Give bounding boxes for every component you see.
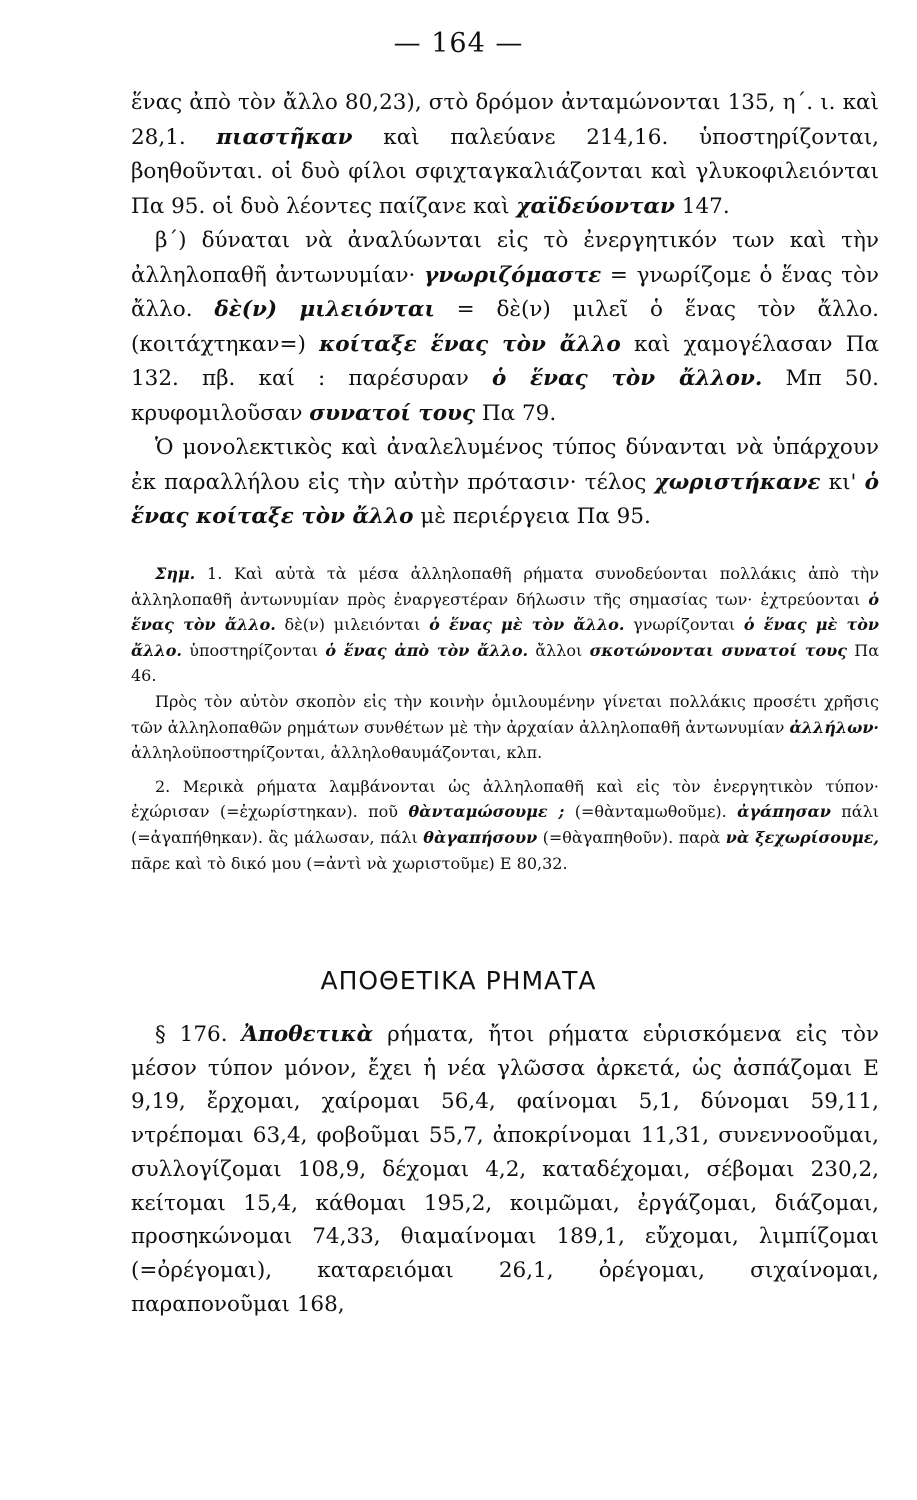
- note-1: Σημ. 1. Καὶ αὐτὰ τὰ μέσα ἀλληλοπαθῆ ρήματα συνοδεύονται πολλάκις ἀπὸ τὴν ἀλληλοπαθῆ ἀντωνυμίαν πρὸς ἐναργεστέραν δήλωσιν τῆς σημασίας των· ἐχτρεύονται ὁ ἕνας τὸν ἄλλο. δὲ(ν) μιλειόνται ὁ ἕνας μὲ τὸν ἄλλο. γνωρίζονται ὁ ἕνας μὲ τὸν ἄλλο. ὑποστηρίζονται ὁ ἕνας ἀπὸ τὸν ἄλλο. ἄλλοι σκοτώνονται συνατοί τους Πα 46.: [131, 564, 880, 686]
- section-heading: ΑΠΟΘΕΤΙΚΑ ΡΗΜΑΤΑ: [320, 966, 597, 995]
- example-term: κοίταξε ἕνας τὸν ἄλλο: [319, 331, 621, 357]
- example-term: νὰ ξεχωρίσουμε,: [725, 827, 880, 847]
- example-term: Ἀποθετικὰ: [241, 1022, 374, 1047]
- example-term: δὲ(ν) μιλειόνται: [214, 297, 435, 322]
- paragraph-examples-intro: ἕνας ἀπὸ τὸν ἄλλο 80,23), στὸ δρόμον ἀνταμώνονται 135, η΄. ι. καὶ 28,1. πιαστῆκαν καὶ παλεύανε 214,16. ὑποστηρίζονται, βοηθοῦνται. οἱ δυὸ φίλοι σφιχταγκαλιάζονται καὶ γλυκοφιλειόνται Πα 95. οἱ δυὸ λέοντες παίζανε καὶ χαϊδεύονταν 147.: [131, 90, 879, 219]
- example-term: ὁ ἕνας τὸν ἄλλον.: [491, 366, 763, 391]
- example-term: ὁ ἕνας μὲ τὸν ἄλλο.: [131, 615, 879, 660]
- page-number: — 164 —: [393, 28, 524, 59]
- paragraph-deponent-verbs: § 176. Ἀποθετικὰ ρήματα, ἤτοι ρήματα εὑρισκόμενα εἰς τὸν μέσον τύπον μόνον, ἔχει ἡ νέα γλῶσσα ἀρκετά, ὡς ἀσπάζομαι Ε 9,19, ἔρχομαι, χαίρομαι 56,4, φαίνομαι 5,1, δύνομαι 59,11, ντρέπομαι 63,4, φοβοῦμαι 55,7, ἀποκρίνομαι 11,31, συνεννοοῦμαι, συλλογίζομαι 108,9, δέχομαι 4,2, καταδέχομαι, σέβομαι 230,2, κείτομαι 15,4, κάθομαι 195,2, κοιμῶμαι, ἐργάζομαι, διάζομαι, προσηκώνομαι 74,33, θιαμαίνομαι 189,1, εὔχομαι, λιμπίζομαι (=ὀρέγομαι), καταρειόμαι 26,1, ὀρέγομαι, σιχαίνομαι, παραπονοῦμαι 168,: [131, 1022, 879, 1317]
- example-term: πιαστῆκαν: [216, 124, 353, 150]
- example-term: θὰγαπήσουν: [423, 827, 538, 847]
- example-term: ὁ ἕνας ἀπὸ τὸν ἄλλο.: [325, 640, 529, 660]
- example-term: γνωριζόμαστε: [424, 262, 602, 288]
- example-term: ὁ ἕνας κοίταξε τὸν ἄλλο: [131, 469, 879, 529]
- notes-text: [131, 561, 879, 876]
- example-term: συνατοί τους: [309, 400, 476, 426]
- note-compound-verbs: Πρὸς τὸν αὐτὸν σκοπὸν εἰς τὴν κοινὴν ὁμιλουμένην γίνεται πολλάκις προσέτι χρῆσις τῶν ἀλληλοπαθῶν ρημάτων συνθέτων μὲ τὴν ἀρχαίαν ἀλληλοπαθῆ ἀντωνυμίαν ἀλλήλων· ἀλληλοϋποστηρίζονται, ἀλληλοθαυμάζονται, κλπ.: [131, 691, 879, 763]
- example-term: ὁ ἕνας μὲ τὸν ἄλλο.: [429, 615, 625, 635]
- paragraph-beta: β΄) δύναται νὰ ἀναλύωνται εἰς τὸ ἐνεργητικόν των καὶ τὴν ἀλληλοπαθῆ ἀντωνυμίαν· γνωριζόμαστε = γνωρίζομε ὁ ἕνας τὸν ἄλλο. δὲ(ν) μιλειόνται = δὲ(ν) μιλεῖ ὁ ἕνας τὸν ἄλλο. (κοιτάχτηκαν=) κοίταξε ἕνας τὸν ἄλλο καὶ χαμογέλασαν Πα 132. πβ. καί : παρέσυραν ὁ ἕνας τὸν ἄλλον. Μπ 50. κρυφομιλοῦσαν συνατοί τους Πα 79.: [131, 228, 879, 426]
- example-term: χωριστήκανε: [654, 469, 821, 495]
- example-term: ἀλλήλων·: [789, 717, 879, 737]
- example-term: σκοτώνονται συνατοί τους: [589, 640, 847, 660]
- lower-text: [131, 1018, 879, 1321]
- note-2: 2. Μερικὰ ρήματα λαμβάνονται ὡς ἀλληλοπαθῆ καὶ εἰς τὸν ἐνεργητικὸν τύπον· ἐχώρισαν (=ἐχωρίστηκαν). ποῦ θὰνταμώσουμε ; (=θὰνταμωθοῦμε). ἀγάπησαν πάλι (=ἀγαπήθηκαν). ἂς μάλωσαν, πάλι θὰγαπήσουν (=θὰγαπηθοῦν). παρὰ νὰ ξεχωρίσουμε, πᾶρε καὶ τὸ δικό μου (=ἀντὶ νὰ χωριστοῦμε) Ε 80,32.: [131, 776, 880, 873]
- example-term: χαϊδεύονταν: [516, 193, 675, 219]
- example-term: θὰνταμώσουμε ;: [408, 802, 565, 822]
- example-term: ἀγάπησαν: [737, 802, 831, 822]
- upper-text: [131, 86, 879, 535]
- example-term: ὁ ἕνας τὸν ἄλλο.: [131, 589, 879, 635]
- paragraph-parallel-forms: Ὁ μονολεκτικὸς καὶ ἀναλελυμένος τύπος δύνανται νὰ ὑπάρχουν ἐκ παραλλήλου εἰς τὴν αὐτὴν πρότασιν· τέλος χωριστήκανε κι' ὁ ἕνας κοίταξε τὸν ἄλλο μὲ περιέργεια Πα 95.: [131, 435, 879, 529]
- note-label: Σημ.: [155, 564, 196, 583]
